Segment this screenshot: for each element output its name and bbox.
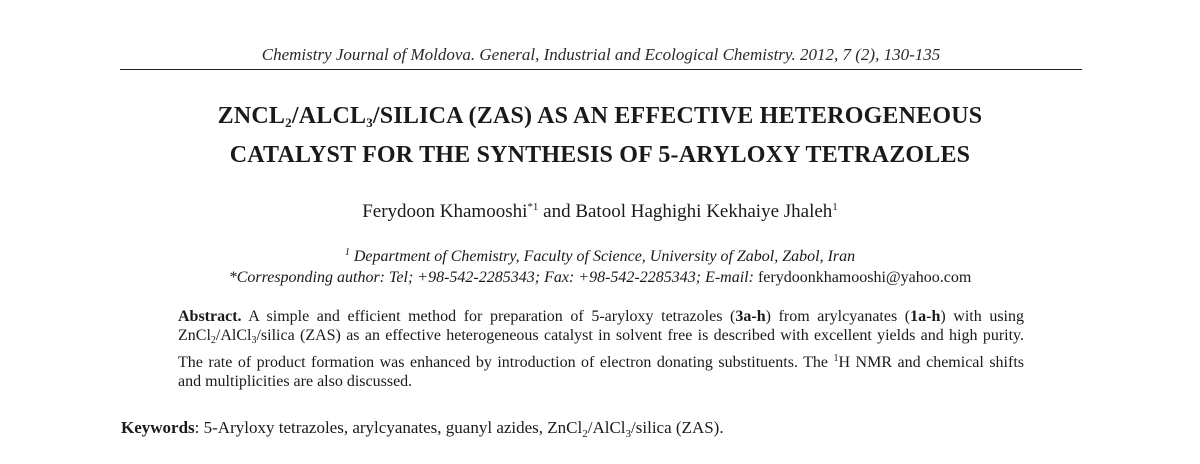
title-subscript: 2 bbox=[285, 115, 292, 130]
author-1-affiliation-mark: *1 bbox=[527, 201, 539, 213]
abstract-text: /AlCl bbox=[215, 326, 252, 344]
title-part: /ALCL bbox=[291, 103, 367, 129]
abstract bbox=[178, 308, 1024, 391]
author-2-affiliation-mark: 1 bbox=[832, 201, 838, 213]
keywords-text: : 5-Aryloxy tetrazoles, arylcyanates, guanyl azides, ZnCl bbox=[194, 418, 583, 437]
abstract-label: Abstract. bbox=[178, 308, 242, 325]
abstract-text: A simple and efficient method for preparation of 5-aryloxy tetrazoles ( bbox=[241, 308, 736, 325]
author-2: Batool Haghighi Kekhaiye Jhaleh bbox=[575, 201, 833, 222]
authors bbox=[60, 195, 1140, 224]
title-part: ZNCL bbox=[217, 103, 286, 129]
keywords-label: Keywords bbox=[121, 418, 195, 437]
email-address: ferydoonkhamooshi@yahoo.com bbox=[757, 269, 972, 286]
author-1: Ferydoon Khamooshi bbox=[362, 201, 528, 222]
compound-label: 1a-h bbox=[910, 308, 941, 325]
paper-title bbox=[60, 100, 1140, 171]
keywords-text: /AlCl bbox=[587, 418, 626, 437]
affiliation-department bbox=[60, 242, 1140, 267]
department-text: Department of Chemistry, Faculty of Science, University of Zabol, Zabol, Iran bbox=[349, 248, 856, 265]
affiliations bbox=[60, 242, 1140, 288]
keywords-subscript: 2 bbox=[582, 428, 588, 440]
keywords-subscript: 3 bbox=[625, 428, 632, 440]
authors-conjunction: and bbox=[538, 201, 576, 222]
header-divider bbox=[120, 69, 1082, 70]
affiliation-mark: 1 bbox=[344, 247, 350, 258]
abstract-text: ) from arylcyanates ( bbox=[765, 308, 911, 325]
abstract-superscript: 1 bbox=[833, 353, 839, 364]
abstract-subscript: 3 bbox=[251, 334, 257, 346]
abstract-text: /silica (ZAS) as an effective heterogeneous catalyst in solvent free is described with excellent yields and high purity. The rate of product formation was enhanced by introduction of electron donating substituents. The bbox=[178, 326, 1024, 371]
corresponding-text: *Corresponding author: Tel; +98-542-2285343; Fax: +98-542-2285343; E-mail: bbox=[228, 269, 758, 286]
title-subscript: 3 bbox=[366, 115, 373, 130]
title-line-1 bbox=[60, 100, 1140, 139]
journal-header: Chemistry Journal of Moldova. General, Industrial and Ecological Chemistry. 2012, 7 (2), 130-135 bbox=[261, 45, 941, 64]
abstract-text: H NMR and chemical shifts and multiplicities are also discussed. bbox=[178, 354, 1025, 390]
compound-label: 3a-h bbox=[735, 308, 766, 325]
abstract-text: ) with using ZnCl bbox=[178, 308, 1025, 344]
title-part: /SILICA (ZAS) AS AN EFFECTIVE HETEROGENEOUS bbox=[372, 103, 983, 129]
keywords-text: /silica (ZAS). bbox=[631, 418, 724, 437]
keywords bbox=[121, 417, 1081, 445]
abstract-subscript: 2 bbox=[210, 334, 216, 346]
corresponding-author bbox=[60, 267, 1140, 288]
title-line-2: CATALYST FOR THE SYNTHESIS OF 5-ARYLOXY TETRAZOLES bbox=[229, 142, 971, 168]
